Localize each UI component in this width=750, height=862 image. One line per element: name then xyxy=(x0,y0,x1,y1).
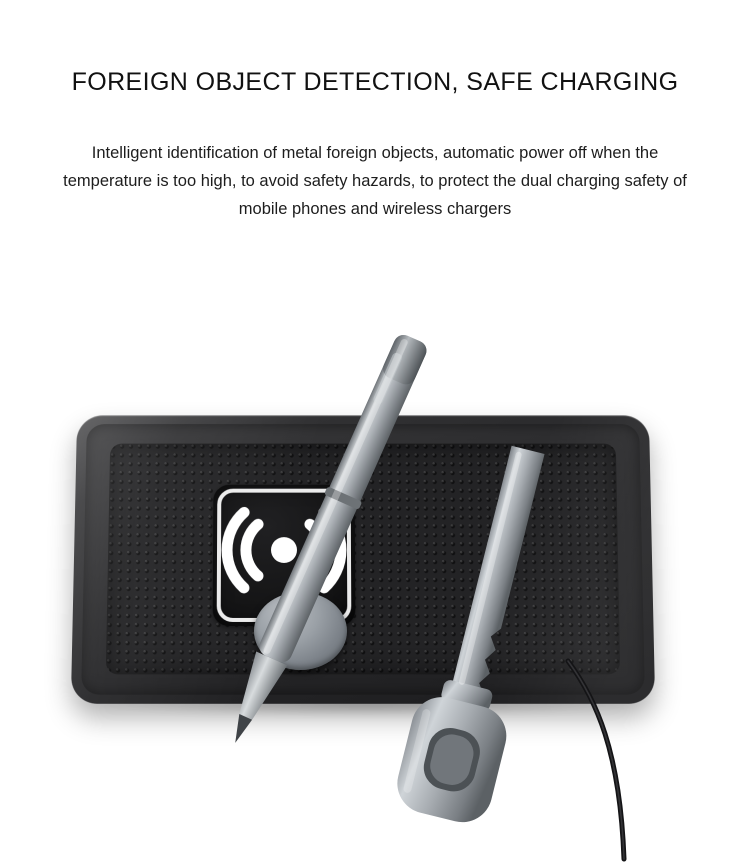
power-cable xyxy=(560,655,690,862)
product-photo xyxy=(0,255,750,862)
page-description: Intelligent identification of metal foreign objects, automatic power off when the temperature is too high, to avoid safety hazards, to protect the dual charging safety of mobile phones and wireless chargers xyxy=(63,143,687,219)
metal-key-object xyxy=(395,425,575,845)
page-title: FOREIGN OBJECT DETECTION, SAFE CHARGING xyxy=(71,67,679,96)
